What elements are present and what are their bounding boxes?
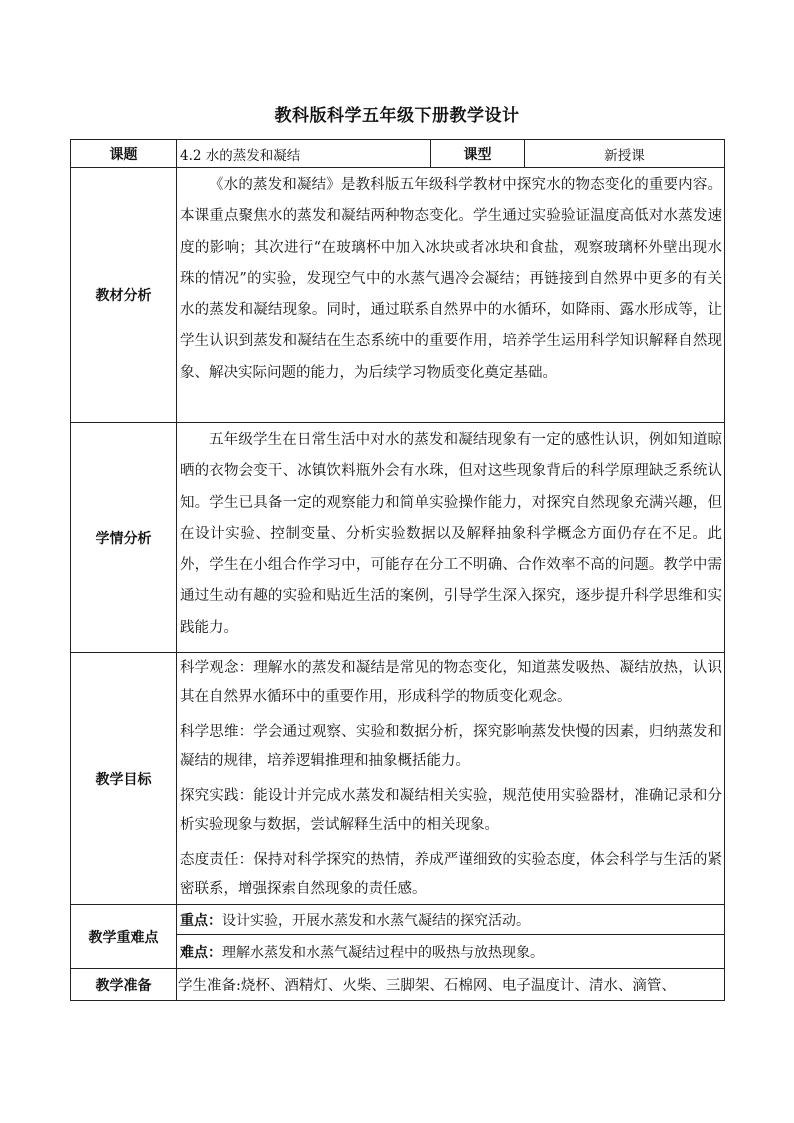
students-text: 五年级学生在日常生活中对水的蒸发和凝结现象有一定的感性认识，例如知道晾晒的衣物会变干、冰镇饮料瓶外会有水珠，但对这些现象背后的科学原理缺乏系统认知。学生已具备一定的观察能力和简单实验操作能力，对探究自然现象充满兴趣，但在设计实验、控制变量、分析实验数据以及解释抽象科学概念方面仍存在不足。此外，学生在小组合作学习中，可能存在分工不明确、合作效率不高的问题。教学中需通过生动有趣的实验和贴近生活的案例，引导学生深入探究，逐步提升科学思维和实践能力。: [180, 432, 722, 636]
lesson-plan-table: [70, 139, 725, 1001]
goal-item: 科学思维：学会通过观察、实验和数据分析，探究影响蒸发快慢的因素，归纳蒸发和凝结的规律，培养逻辑推理和抽象概括能力。: [180, 724, 722, 769]
students-row: [71, 423, 725, 653]
students-label: 学情分析: [71, 423, 177, 653]
type-label: 课型: [431, 140, 525, 168]
preparation-row: [71, 969, 725, 1001]
key-point-row: [71, 905, 725, 935]
topic-label: 课题: [71, 140, 177, 168]
document-title: 教科版科学五年级下册教学设计: [274, 106, 520, 126]
material-text: 《水的蒸发和凝结》是教科版五年级科学教材中探究水的物态变化的重要内容。本课重点聚焦水的蒸发和凝结两种物态变化。学生通过实验验证温度高低对水蒸发速度的影响；其次进行“在玻璃杯中加入冰块或者冰块和食盐，观察玻璃杯外壁出现水珠的情况”的实验，发现空气中的水蒸气遇冷会凝结；再链接到自然界中更多的有关水的蒸发和凝结现象。同时，通过联系自然界中的水循环，如降雨、露水形成等，让学生认识到蒸发和凝结在生态系统中的重要作用，培养学生运用科学知识解释自然现象、解决实际问题的能力，为后续学习物质变化奠定基础。: [180, 177, 722, 381]
type-value: 新授课: [525, 140, 725, 168]
topic-row: [71, 140, 725, 168]
key-point-label: 重点：: [180, 912, 222, 929]
material-row: [71, 168, 725, 423]
goals-label: 教学目标: [71, 653, 177, 905]
goal-item: 态度责任：保持对科学探究的热情，养成严谨细致的实验态度，体会科学与生活的紧密联系，增强探索自然现象的责任感。: [180, 852, 722, 897]
goal-item: 科学观念：理解水的蒸发和凝结是常见的物态变化，知道蒸发吸热、凝结放热，认识其在自然界水循环中的重要作用，形成科学的物质变化观念。: [180, 660, 722, 705]
preparation-text: 学生准备:烧杯、酒精灯、火柴、三脚架、石棉网、电子温度计、清水、滴管、: [177, 969, 725, 1001]
goals-cell: [177, 653, 725, 905]
difficult-point-cell: [177, 935, 725, 969]
goal-item: 探究实践：能设计并完成水蒸发和凝结相关实验，规范使用实验器材，准确记录和分析实验现象与数据，尝试解释生活中的相关现象。: [180, 788, 722, 833]
goals-row: [71, 653, 725, 905]
key-points-label: 教学重难点: [71, 905, 177, 969]
key-point-text: 设计实验，开展水蒸发和水蒸气凝结的探究活动。: [222, 912, 530, 929]
students-cell: [177, 423, 725, 653]
preparation-label: 教学准备: [71, 969, 177, 1001]
key-point-cell: [177, 905, 725, 935]
difficult-point-text: 理解水蒸发和水蒸气凝结过程中的吸热与放热现象。: [222, 944, 544, 961]
topic-value: 4.2 水的蒸发和凝结: [177, 140, 431, 168]
material-cell: [177, 168, 725, 423]
material-label: 教材分析: [71, 168, 177, 423]
difficult-point-label: 难点：: [180, 944, 222, 961]
